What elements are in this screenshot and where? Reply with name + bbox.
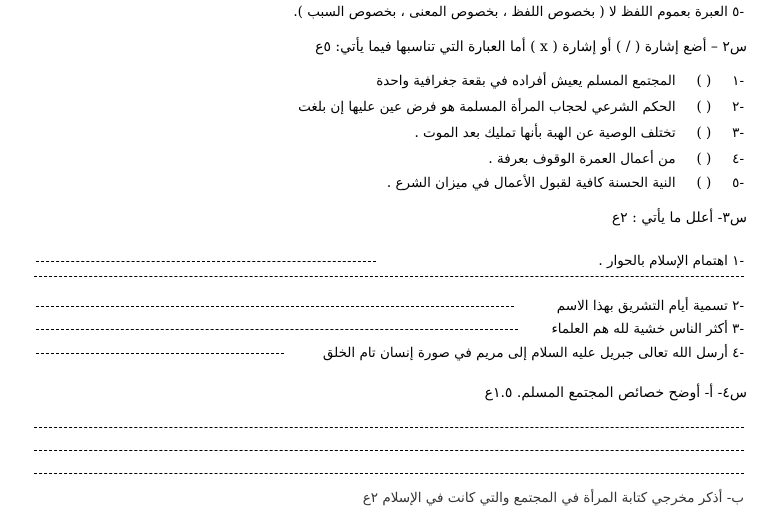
q2-item-4-number: -٤ — [732, 151, 744, 167]
q2-item-4-answer-box[interactable]: ( ) — [696, 151, 712, 167]
q3-item-1-answer-line-b[interactable] — [34, 276, 744, 277]
q3-item-3-number: -٣ — [732, 321, 744, 337]
q1-item-5 — [0, 3, 744, 21]
q4-answer-line-1[interactable] — [34, 427, 744, 428]
q3-item-2-number: -٢ — [732, 298, 744, 314]
q2-item-4-text: من أعمال العمرة الوقوف بعرفة . — [488, 151, 676, 167]
q3-item-2-answer-line[interactable] — [36, 306, 514, 307]
q2-item-5-answer-box[interactable]: ( ) — [696, 175, 712, 191]
q2-item-1-answer-box[interactable]: ( ) — [696, 73, 712, 89]
q2-item-5-number: -٥ — [732, 175, 744, 191]
q2-item-1 — [0, 72, 744, 90]
q1-item-5-number: -٥ — [732, 4, 744, 20]
q2-item-2 — [0, 98, 744, 116]
q2-item-4 — [0, 150, 744, 168]
q4-answer-line-2[interactable] — [34, 450, 744, 451]
q2-item-1-number: -١ — [732, 73, 744, 89]
q2-item-2-answer-box[interactable]: ( ) — [696, 99, 712, 115]
q2-item-1-text: المجتمع المسلم يعيش أفراده في بقعة جغرافية واحدة — [376, 73, 676, 89]
q3-item-1-text: اهتمام الإسلام بالحوار . — [598, 253, 728, 269]
q2-item-5-text: النية الحسنة كافية لقبول الأعمال في ميزان الشرع . — [386, 175, 676, 191]
q1-item-5-text: العبرة بعموم اللفظ لا ( بخصوص اللفظ ، بخصوص المعنى ، بخصوص السبب ). — [293, 4, 728, 20]
q3-item-4-number: -٤ — [732, 345, 744, 361]
q3-item-3-text: أكثر الناس خشية لله هم العلماء — [551, 321, 728, 337]
q3-item-2-text: تسمية أيام التشريق بهذا الاسم — [556, 298, 728, 314]
q2-item-3 — [0, 124, 744, 142]
q2-item-3-number: -٣ — [732, 125, 744, 141]
q3-item-4-text: أرسل الله تعالى جبريل عليه السلام إلى مريم في صورة إنسان تام الخلق — [322, 345, 728, 361]
q2-item-5 — [0, 174, 744, 192]
q4-heading: س٤- أ- أوضح خصائص المجتمع المسلم. ١.٥ع — [484, 385, 747, 401]
q3-item-1-number: -١ — [732, 253, 744, 269]
q2-heading: س٢ – أضع إشارة ( / ) أو إشارة ( x ) أما العبارة التي تناسبها فيما يأتي: ٥ع — [315, 39, 747, 55]
q2-item-2-number: -٢ — [732, 99, 744, 115]
q2-item-2-text: الحكم الشرعي لحجاب المرأة المسلمة هو فرض عين عليها إن بلغت — [298, 99, 676, 115]
q3-item-3-answer-line[interactable] — [36, 329, 518, 330]
q3-item-4-answer-line[interactable] — [36, 353, 284, 354]
q4-answer-line-3[interactable] — [34, 473, 744, 474]
q3-heading: س٣- أعلل ما يأتي : ٢ع — [611, 210, 747, 226]
q4-part-b-cut: ب- أذكر مخرجي كتابة المرأة في المجتمع والتي كانت في الإسلام ٢ع — [362, 490, 744, 506]
q3-item-1-answer-line-a[interactable] — [36, 261, 376, 262]
q2-item-3-answer-box[interactable]: ( ) — [696, 125, 712, 141]
q2-item-3-text: تختلف الوصية عن الهبة بأنها تمليك بعد الموت . — [414, 125, 676, 141]
